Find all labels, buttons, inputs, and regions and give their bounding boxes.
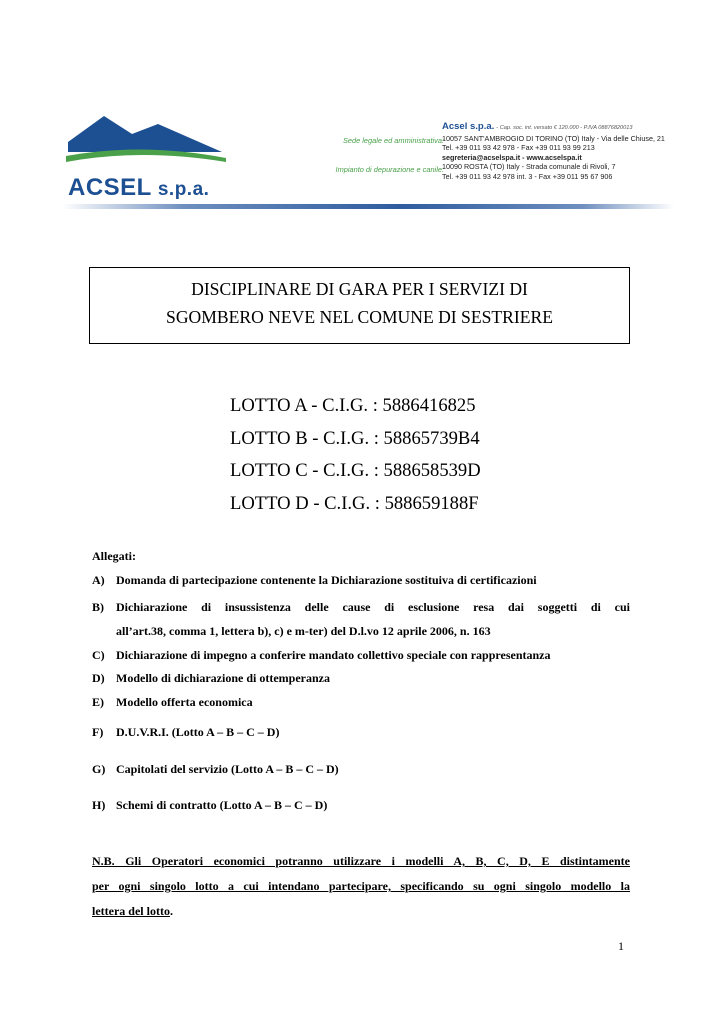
document-title-box (89, 267, 630, 344)
legal-phone: Tel. +39 011 93 42 978 - Fax +39 011 93 99 213 (442, 143, 595, 153)
mountain-logo-icon (62, 112, 242, 174)
label-legal: Sede legale ed amministrativa: (342, 136, 444, 145)
note-line-3-end: . (169, 904, 173, 918)
plant-phone: Tel. +39 011 93 42 978 int. 3 - Fax +39 011 95 67 906 (442, 171, 613, 181)
attachment-letter: C) (92, 648, 105, 662)
note-line-2: per ogni singolo lotto a cui intendano partecipare, specificando su ogni singolo modello la (92, 879, 630, 893)
attachment-text: Modello offerta economica (116, 695, 253, 709)
label-plant: Impianto di depurazione e canile: (335, 165, 444, 174)
lots-list (230, 390, 481, 520)
company-capital: - Cap. soc. int. versato € 120.000 - P.IVA 08876820013 (496, 125, 633, 131)
attachment-letter: H) (92, 798, 106, 812)
attachment-letter: B) (92, 600, 104, 614)
logo-suffix: s.p.a. (157, 179, 210, 200)
title-line-1: DISCIPLINARE DI GARA PER I SERVIZI DI (191, 279, 528, 299)
legal-address: 10057 SANT'AMBROGIO DI TORINO (TO) Italy - Via delle Chiuse, 21 (442, 133, 665, 143)
attachment-text: Dichiarazione di impegno a conferire mandato collettivo speciale con rappresentanza (116, 648, 551, 662)
attachment-text: Domanda di partecipazione contenente la Dichiarazione sostituiva di certificazioni (116, 573, 537, 587)
title-line-2: SGOMBERO NEVE NEL COMUNE DI SESTRIERE (166, 307, 553, 327)
attachment-letter: A) (92, 573, 105, 587)
attachment-text: Dichiarazione di insussistenza delle cause di esclusione resa dai soggetti di cui (116, 600, 630, 614)
note-line-3 (92, 904, 630, 919)
company-name: Acsel s.p.a. (442, 121, 495, 132)
attachment-letter: F) (92, 725, 104, 739)
letterhead (62, 108, 674, 212)
attachment-text: D.U.V.R.I. (Lotto A – B – C – D) (116, 725, 280, 739)
attachment-text: Capitolati del servizio (Lotto A – B – C – D) (116, 762, 339, 776)
lot-a: LOTTO A - C.I.G. : 5886416825 (230, 395, 476, 416)
lot-c: LOTTO C - C.I.G. : 588658539D (230, 460, 481, 481)
attachment-letter: G) (92, 762, 106, 776)
letterhead-info (442, 122, 665, 182)
page-number: 1 (618, 939, 624, 953)
attachment-text: Modello di dichiarazione di ottemperanza (116, 671, 330, 685)
attachments-heading: Allegati: (92, 549, 136, 563)
note-line-1: N.B. Gli Operatori economici potranno utilizzare i modelli A, B, C, D, E distintamente (92, 854, 630, 868)
attachment-letter: D) (92, 671, 105, 685)
logo-name: ACSEL (68, 174, 152, 201)
attachment-text: Schemi di contratto (Lotto A – B – C – D) (116, 798, 328, 812)
email-web: segreteria@acselspa.it - www.acselspa.it (442, 152, 582, 162)
attachment-letter: E) (92, 695, 104, 709)
plant-address: 10090 ROSTA (TO) Italy - Strada comunale di Rivoli, 7 (442, 162, 616, 172)
acsel-logo (62, 112, 242, 202)
note-line-3-text: lettera del lotto (92, 904, 170, 918)
lot-d: LOTTO D - C.I.G. : 588659188F (230, 492, 479, 514)
attachment-text-continued: all’art.38, comma 1, lettera b), c) e m-ter) del D.l.vo 12 aprile 2006, n. 163 (116, 624, 491, 638)
lot-b: LOTTO B - C.I.G. : 58865739B4 (230, 427, 480, 449)
letterhead-divider (62, 204, 674, 209)
